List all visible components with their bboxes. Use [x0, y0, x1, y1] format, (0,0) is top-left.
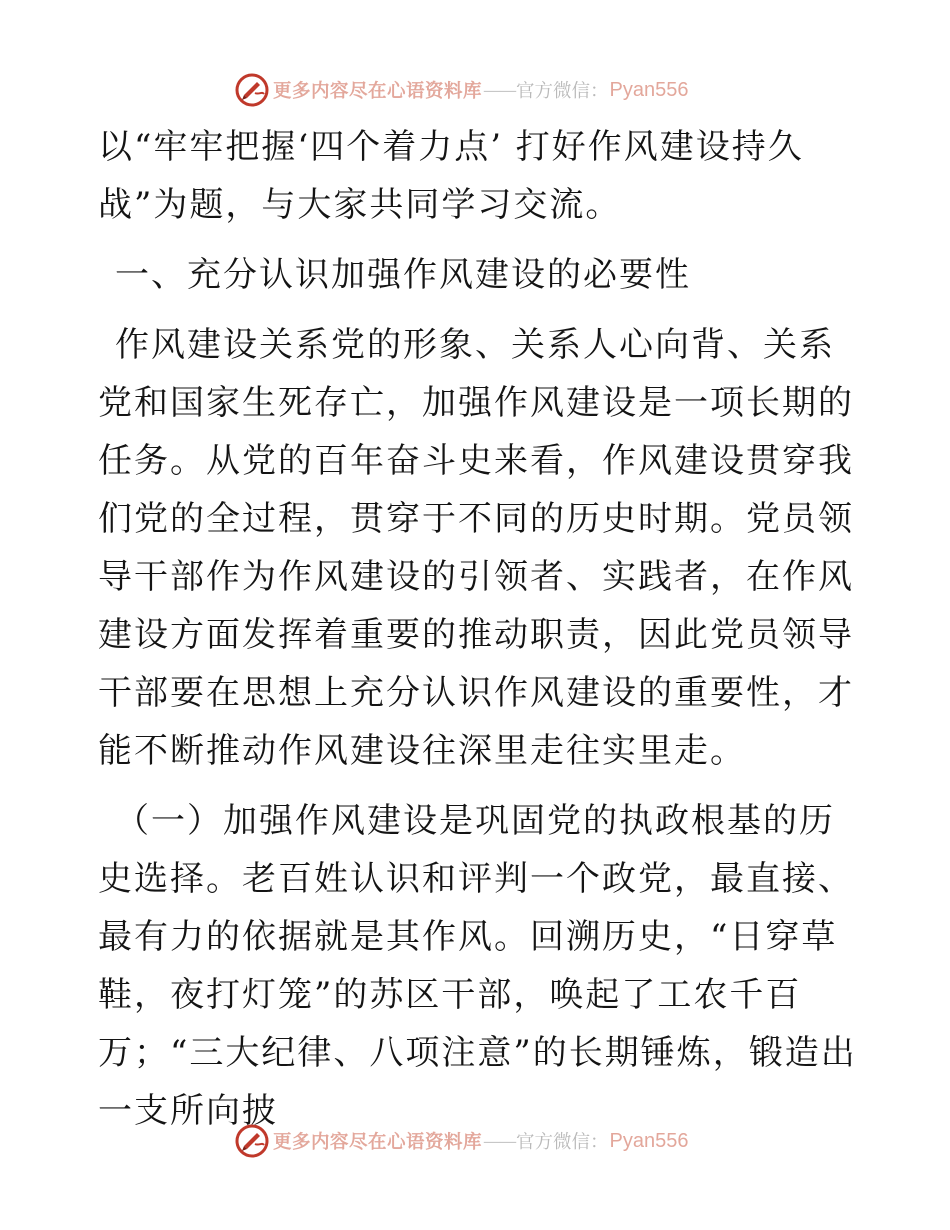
paragraph-intro: 以“牢牢把握‘四个着力点’ 打好作风建设持久战”为题，与大家共同学习交流。: [98, 127, 804, 225]
paragraph-subsection: （一）加强作风建设是巩固党的执政根基的历史选择。老百姓认识和评判一个政党，最直接、最有力的依据就是其作风。回溯历史，“日穿草鞋，夜打灯笼”的苏区干部，唤起了工农千百万；“三大纪律、八项注意”的长期锤炼，锻造出一支所向披: [98, 801, 857, 1131]
book-pen-logo-icon: [235, 73, 269, 107]
watermark-dash: ——: [483, 1130, 516, 1152]
book-pen-logo-icon: [235, 1124, 269, 1158]
footer-watermark: [235, 1123, 689, 1159]
watermark-account: Pyan556: [609, 78, 689, 101]
document-body: [98, 118, 858, 1140]
watermark-official-label: 官方微信：: [516, 81, 609, 102]
paragraph-body: 作风建设关系党的形象、关系人心向背、关系党和国家生死存亡，加强作风建设是一项长期的任务。从党的百年奋斗史来看，作风建设贯穿我们党的全过程，贯穿于不同的历史时期。党员领导干部作为作风建设的引领者、实践者，在作风建设方面发挥着重要的推动职责，因此党员领导干部要在思想上充分认识作风建设的重要性，才能不断推动作风建设往深里走往实里走。: [98, 325, 854, 771]
watermark-dash: ——: [483, 79, 516, 101]
watermark-official-label: 官方微信：: [516, 1132, 609, 1153]
watermark-text: 更多内容尽在心语资料库: [273, 81, 483, 102]
section-heading: 一、充分认识加强作风建设的必要性: [115, 255, 691, 295]
watermark-account: Pyan556: [609, 1129, 689, 1152]
watermark-text: 更多内容尽在心语资料库: [273, 1132, 483, 1153]
header-watermark: [235, 72, 689, 108]
